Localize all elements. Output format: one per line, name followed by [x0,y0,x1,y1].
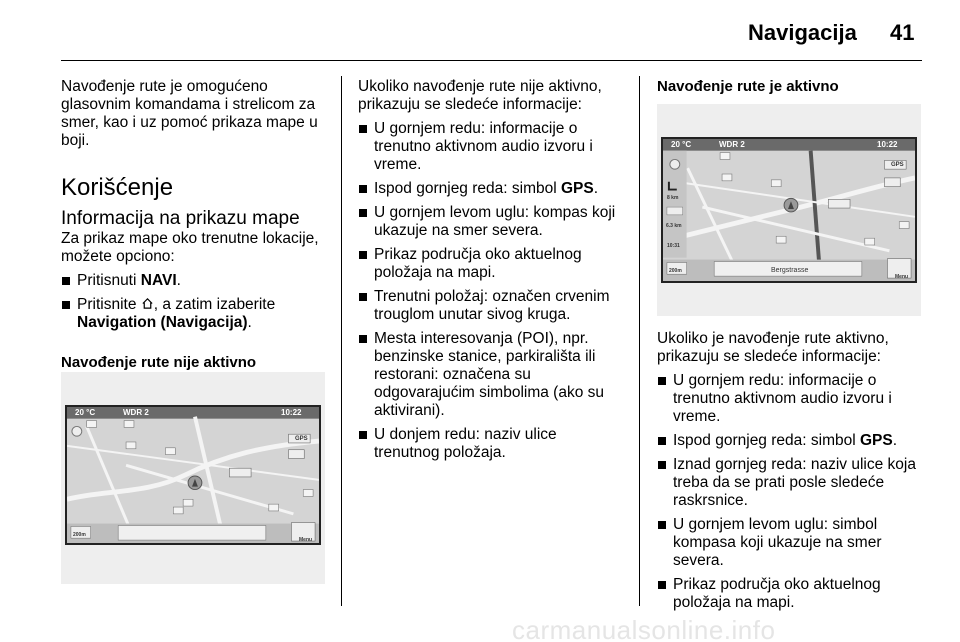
map-destination-distance: 6.3 km [666,223,682,229]
map-screenshot-active [657,104,921,316]
subsection-text: Za prikaz mape oko trenutne lokacije, možete opciono: [61,230,319,265]
active-info-list [657,372,925,612]
map-gps-indicator: GPS [295,436,308,442]
list-item: Prikaz područja oko aktuelnog položaja na mapi. [358,246,626,282]
inactive-heading: Navođenje rute nije aktivno [61,354,257,371]
list-item: Pritisnuti NAVI. [61,272,326,290]
column-left [61,78,326,372]
list-item: Trenutni položaj: označen crvenim trouglom unutar sivog kruga. [358,288,626,324]
active-info-intro: Ukoliko je navođenje rute aktivno, prikazuju se sledeće informacije: [657,330,889,365]
navigation-menu-label: Navigation (Navigacija) [77,314,248,331]
map-scale: 200m [669,268,682,274]
bullet-square-icon [658,461,666,469]
map-temperature: 20 °C [75,408,96,417]
bullet-square-icon [658,581,666,589]
map-street-name: Bergstrasse [771,267,809,274]
map-clock: 10:22 [877,140,898,149]
map-arrival-time: 10:31 [667,243,680,249]
map-display [65,405,321,545]
map-graphic [663,139,915,281]
bullet-square-icon [359,293,367,301]
map-menu-button: Menu [299,537,313,543]
page-title: Navigacija [748,20,857,45]
page-header [0,0,960,62]
column-right-lower [657,330,925,612]
column-divider-1 [341,76,342,606]
inactive-info-list [358,120,626,462]
list-item: U gornjem levom uglu: kompas koji ukazuje na smer severa. [358,204,626,240]
map-temperature: 20 °C [671,140,692,149]
bullet-square-icon [359,125,367,133]
map-clock: 10:22 [281,408,302,417]
bullet-square-icon [359,335,367,343]
map-audio-source: WDR 2 [123,408,149,417]
list-item: Pritisnite , a zatim izaberite Navigation (Navigacija). [61,296,326,332]
column-right [657,78,925,96]
bullet-square-icon [62,277,70,285]
active-heading: Navođenje rute je aktivno [657,78,839,95]
list-item: Iznad gornjeg reda: naziv ulice koja treba da se prati posle sledeće raskrsnice. [657,456,925,510]
list-item: U donjem redu: naziv ulice trenutnog položaja. [358,426,626,462]
map-graphic [67,407,319,543]
watermark: carmanualsonline.info [512,615,776,642]
map-gps-indicator: GPS [891,162,904,168]
column-divider-2 [639,76,640,606]
options-list [61,272,326,332]
list-item: Ispod gornjeg reda: simbol GPS. [657,432,925,450]
list-item: Mesta interesovanja (POI), npr. benzinske stanice, parkirališta ili restorani: označena su odgovarajućim simbolima (ako su aktivirani). [358,330,626,420]
header-divider [61,60,922,61]
bullet-square-icon [658,437,666,445]
bullet-square-icon [658,377,666,385]
page-number: 41 [890,20,915,45]
section-title: Korišćenje [61,174,174,201]
column-middle [358,78,626,462]
intro-paragraph: Navođenje rute je omogućeno glasovnim komandama i strelicom za smer, kao i uz pomoć prikaza mape u boji. [61,78,318,149]
bullet-square-icon [359,251,367,259]
list-item: Prikaz područja oko aktuelnog položaja na mapi. [657,576,925,612]
list-item: U gornjem levom uglu: simbol kompasa koji ukazuje na smer severa. [657,516,925,570]
map-screenshot-inactive [61,372,325,584]
list-item: U gornjem redu: informacije o trenutno aktivnom audio izvoru i vreme. [657,372,925,426]
map-display [661,137,917,283]
map-menu-button: Menu [895,274,909,280]
bullet-square-icon [359,209,367,217]
inactive-info-intro: Ukoliko navođenje rute nije aktivno, prikazuju se sledeće informacije: [358,78,602,113]
bullet-square-icon [62,301,70,309]
map-turn-distance: 8 km [667,195,679,201]
map-audio-source: WDR 2 [719,140,745,149]
bullet-square-icon [359,431,367,439]
bullet-square-icon [359,185,367,193]
map-scale: 200m [73,532,86,538]
home-icon [141,297,154,310]
navi-button-label: NAVI [140,272,177,289]
subsection-title: Informacija na prikazu mape [61,208,300,229]
list-item: U gornjem redu: informacije o trenutno aktivnom audio izvoru i vreme. [358,120,626,174]
list-item: Ispod gornjeg reda: simbol GPS. [358,180,626,198]
bullet-square-icon [658,521,666,529]
